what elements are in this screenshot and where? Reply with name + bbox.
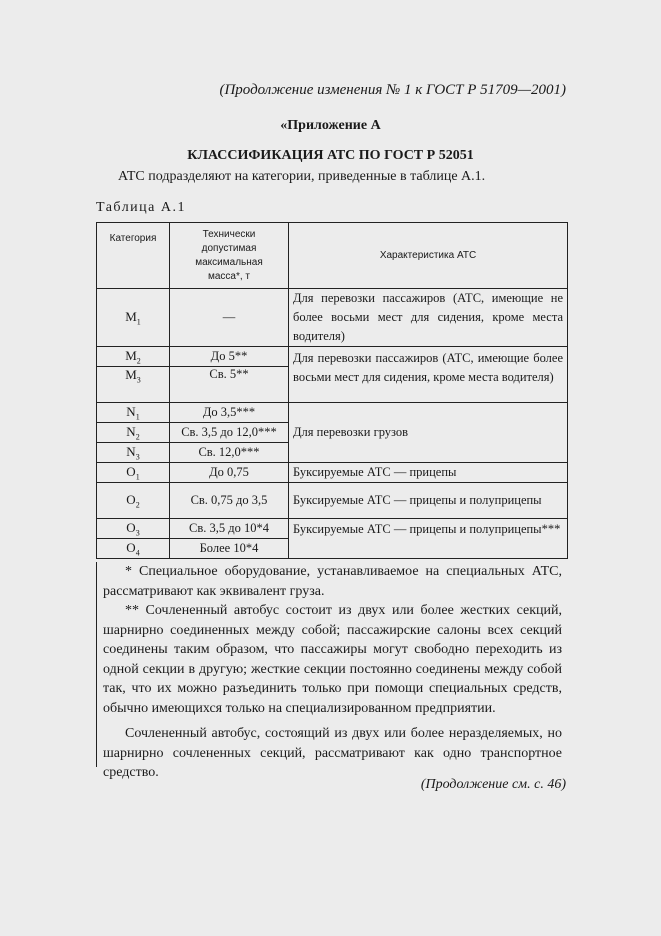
mass-cell: До 3,5*** — [170, 403, 289, 423]
category-cell: $M_2$ — [97, 347, 170, 367]
mass-cell: Св. 5** — [170, 367, 289, 403]
category-cell: $N_3$ — [97, 443, 170, 463]
header-mass-line: максимальная — [195, 256, 263, 268]
category-cell: $O_2$ — [97, 483, 170, 519]
mass-cell: До 5** — [170, 347, 289, 367]
description-cell: Буксируемые АТС — прицепы и полуприцепы — [289, 483, 568, 519]
footnote: Сочлененный автобус, состоящий из двух или более неразделяемых, но шарнирно сочлененных секций, рассматривают как одно транспортное средство. — [103, 726, 562, 780]
table-caption: Таблица А.1 — [96, 200, 186, 215]
continuation-footer: (Продолжение см. с. 46) — [420, 777, 566, 792]
footnote: * Специальное оборудование, устанавливаемое на специальных АТС, рассматривают как эквивалент груза. — [103, 564, 562, 599]
mass-cell: Св. 3,5 до 10*4 — [170, 519, 289, 539]
table-row — [97, 289, 568, 347]
header-mass-line: масса*, т — [207, 270, 251, 282]
category-cell: $N_2$ — [97, 423, 170, 443]
description-cell: Буксируемые АТС — прицепы — [289, 463, 568, 483]
header-mass-line: Технически — [202, 228, 256, 240]
category-cell: $M_3$ — [97, 367, 170, 403]
classification-table — [96, 222, 568, 559]
category-cell: $N_1$ — [97, 403, 170, 423]
category-cell: $O_1$ — [97, 463, 170, 483]
appendix-title: «Приложение А — [280, 118, 381, 133]
mass-cell: Св. 12,0*** — [170, 443, 289, 463]
header-category: Категория — [97, 223, 170, 289]
continuation-header: (Продолжение изменения № 1 к ГОСТ Р 51709—2001) — [219, 82, 566, 98]
table-row — [97, 483, 568, 519]
description-cell: Буксируемые АТС — прицепы и полуприцепы*** — [289, 519, 568, 559]
description-cell: Для перевозки грузов — [289, 403, 568, 463]
table-row — [97, 463, 568, 483]
table-header-row — [97, 223, 568, 289]
table-footnotes — [96, 562, 562, 780]
category-cell: $O_4$ — [97, 539, 170, 559]
header-mass-line: допустимая — [201, 242, 257, 254]
footnote: ** Сочлененный автобус состоит из двух или более жестких секций, шарнирно соединенных между собой; пассажирские салоны всех секций соединены таким образом, что пассажиры могут свободно переходить из одной секции в другую; жесткие секции постоянно соединены между собой так, что их можно разъединить только при помощи специальных средств, обычно имеющихся только на специализированном предприятии. — [103, 603, 562, 716]
category-cell: $O_3$ — [97, 519, 170, 539]
table-row — [97, 519, 568, 539]
mass-cell: Св. 3,5 до 12,0*** — [170, 423, 289, 443]
table-row — [97, 403, 568, 423]
category-cell: $M_1$ — [97, 289, 170, 347]
table-row — [97, 347, 568, 367]
section-title: КЛАССИФИКАЦИЯ АТС ПО ГОСТ Р 52051 — [187, 148, 474, 163]
description-cell: Для перевозки пассажиров (АТС, имеющие не более восьми мест для сидения, кроме места водителя) — [289, 289, 568, 347]
intro-text: АТС подразделяют на категории, приведенные в таблице А.1. — [118, 169, 486, 184]
mass-cell: Более 10*4 — [170, 539, 289, 559]
header-mass — [170, 223, 289, 289]
mass-cell: До 0,75 — [170, 463, 289, 483]
description-cell: Для перевозки пассажиров (АТС, имеющие более восьми мест для сидения, кроме места водителя) — [289, 347, 568, 403]
mass-cell: Св. 0,75 до 3,5 — [170, 483, 289, 519]
mass-cell: — — [170, 289, 289, 347]
header-characteristic: Характеристика АТС — [289, 223, 568, 289]
